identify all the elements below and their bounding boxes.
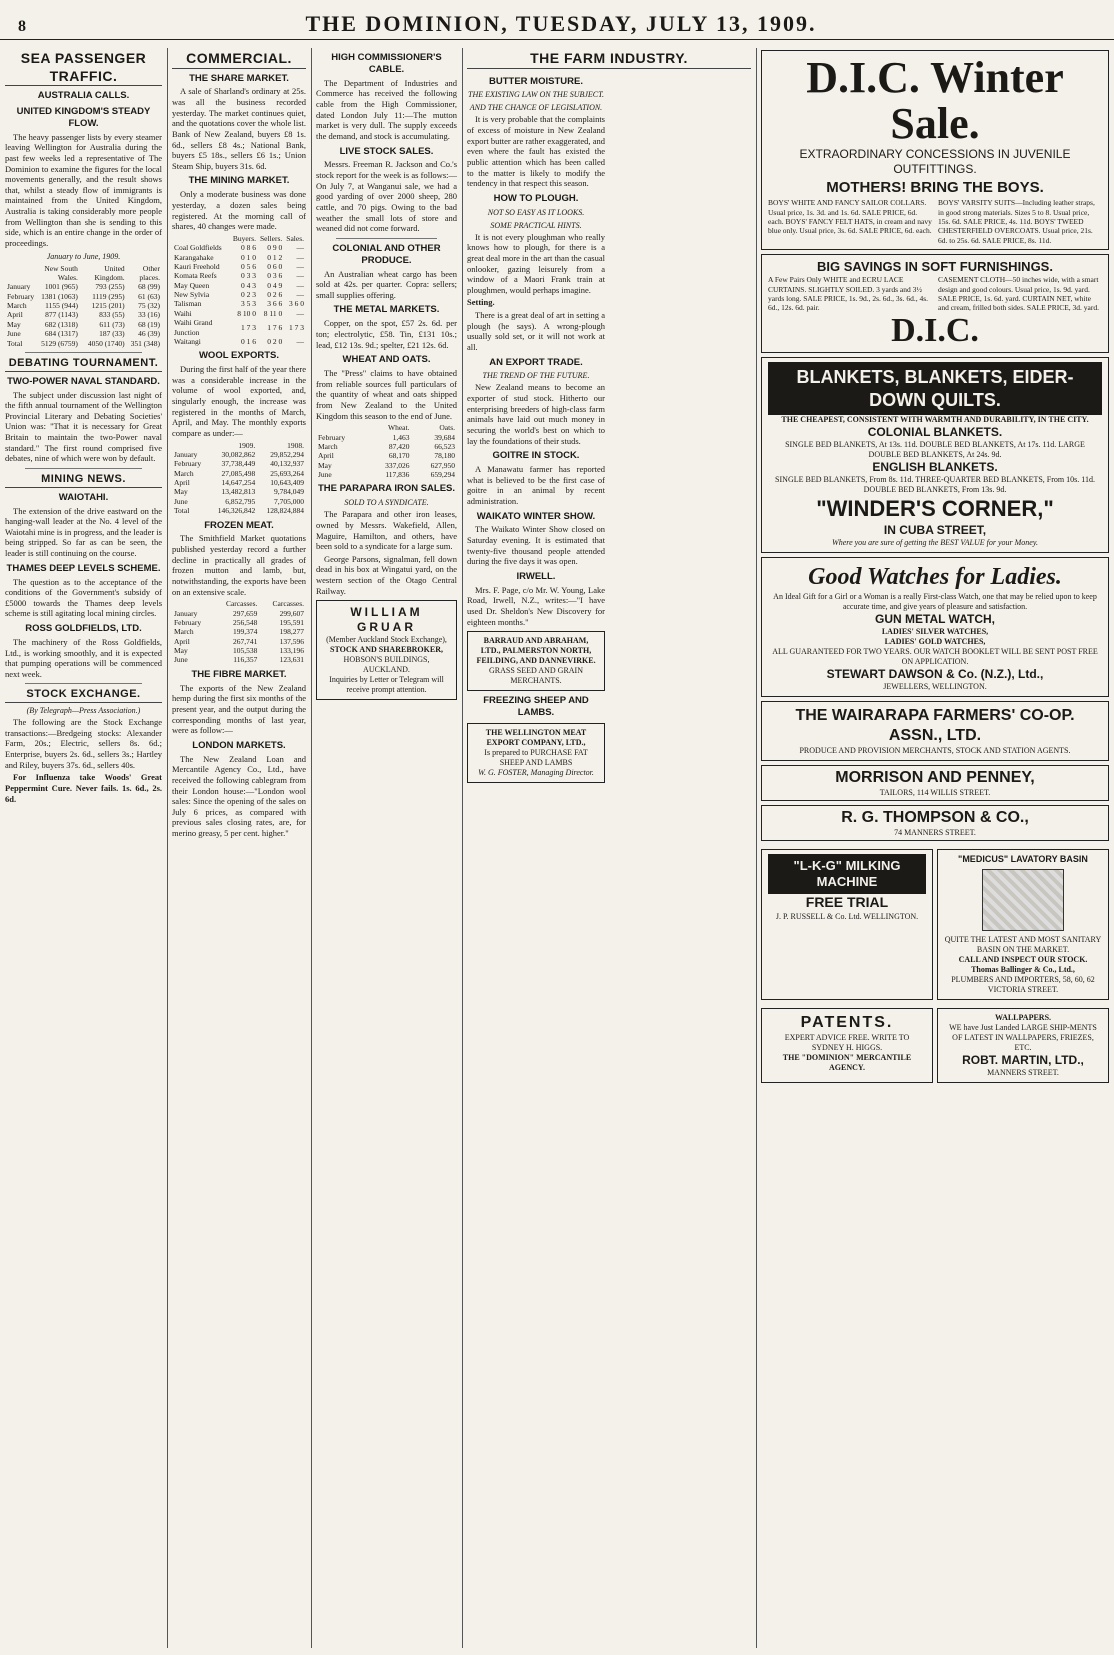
meat-export-advert: THE WELLINGTON MEAT EXPORT COMPANY, LTD., Is prepared to PURCHASE FAT SHEEP AND LAMBS W. G. FOSTER, Managing Director. [467, 723, 605, 783]
subheading: UNITED KINGDOM'S STEADY FLOW. [16, 105, 151, 129]
table-row: June 116,357 123,631 [174, 655, 304, 665]
subheading: ROSS GOLDFIELDS, LTD. [25, 623, 142, 634]
table-row: Coal Goldfields 0 8 6 0 9 0 — [174, 243, 304, 253]
page-number: 8 [18, 18, 26, 35]
bottom-advert-row-2 [761, 1004, 1109, 1087]
table-row: May Queen 0 4 3 0 4 9 — [174, 280, 304, 290]
table-row: Waihi 8 10 0 8 11 0 — [174, 308, 304, 318]
article-paragraph: The following are the Stock Exchange transactions:—Bredgeing stocks: Alexander Farm, 20s.; Electric, sellers 8s. 6d.; Enterprise, buyers 2s. 6d., sellers 3s.; Hartley and Riley, buyers 37s. 6d., sellers 40s. [5, 717, 162, 770]
subheading: NOT SO EASY AS IT LOOKS. [487, 207, 585, 217]
frozen-table: Carcasses. Carcasses. January 297,659 299,607 February 256,548 195,591 March 199,374 198,277 April 267,741 137,596 May 105,538 133,196 June 116,357 123,631 [174, 599, 304, 665]
subheading: BUTTER MOISTURE. [489, 75, 583, 87]
article-paragraph: The Smithfield Market quotations published yesterday record a further decline in practically all grades of frozen mutton and lamb, but, notwithstanding, the exports have been on an extensive scale. [172, 533, 306, 597]
table-row: April 68,170 78,180 [318, 451, 455, 461]
column-passenger-traffic [0, 48, 167, 1648]
subheading: AND THE CHANCE OF LEGISLATION. [469, 103, 603, 113]
advert-line: For Influenza take Woods' Great Peppermint Cure. Never fails. 1s. 6d., 2s. 6d. [5, 772, 162, 804]
masthead [0, 0, 1114, 40]
subheading: WAIKATO WINTER SHOW. [476, 510, 596, 522]
subheading: SOLD TO A SYNDICATE. [344, 498, 429, 508]
section-heading: STOCK EXCHANGE. [5, 688, 162, 703]
table-row: May 337,026 627,950 [318, 460, 455, 470]
article-paragraph: Mrs. F. Page, c/o Mr. W. Young, Lake Road, Irwell, N.Z., writes:—"I have used Dr. Sheldon's New Discovery for eighteen months." [467, 584, 605, 627]
table-row: Komata Reefs 0 3 3 0 3 6 — [174, 271, 304, 281]
table-row: February 1381 (1063) 1119 (295) 61 (63) [7, 291, 160, 301]
article-paragraph: Copper, on the spot, £57 2s. 6d. per ton; electrolytic, £58. Tin, £131 10s.; lead, £12 13s. 9d.; spelter, £21 12s. 6d. [316, 318, 457, 350]
article-paragraph: The question as to the acceptance of the conditions of the Government's subsidy of £5000 towards the Thames deep levels scheme is still agitating local mining circles. [5, 576, 162, 619]
table-row: Talisman 3 5 3 3 6 6 3 6 0 [174, 299, 304, 309]
subheading: WAIOTAHI. [58, 491, 109, 503]
article-paragraph: It is very probable that the complaints of excess of moisture in New Zealand export butter are rather exaggerated, and even where the fault has existed the public attention which has been called to the matter is likely to modify the tendency in that respect this season. [467, 114, 605, 189]
table-row: New Sylvia 0 2 3 0 2 6 — [174, 290, 304, 299]
column-farm-industry [462, 48, 756, 1648]
dic-winter-sale-advert: D.I.C. Winter Sale. EXTRAORDINARY CONCESSIONS IN JUVENILE OUTFITTINGS. MOTHERS! BRING THE BOYS. BOYS' WHITE AND FANCY SAILOR COLLARS. Usual price, 1s. 3d. and 1s. 6d. SALE PRICE, 6d. each. BOYS' FANCY FELT HATS, in cream and navy blue only. Usual price, 3s. 6d. SALE PRICE, 6d. each. BOYS' VARSITY SUITS—Including leather straps, in good strong materials. Sizes 5 to 8. Usual price, 15s. 6d. SALE PRICE, 4s. 11d. BOYS' TWEED CHESTERFIELD OVERCOATS. Usual price, 21s. 6d. to 25s. 6d. SALE PRICE, 8s. 11d. [761, 50, 1109, 250]
article-paragraph: The Waikato Winter Show closed on Saturday evening. It is estimated that twenty-five thousand people attended during the five days it was open. [467, 524, 605, 567]
dic-furnishings-advert: BIG SAVINGS IN SOFT FURNISHINGS. A Few Pairs Only WHITE and ECRU LACE CURTAINS. SLIGHTLY SOILED. 3 yards and 3½ yards long. SALE PRICE, 1s. 9d., 2s. 6d., 3s. 6d., 4s. 6d., 12s. 6d. pair. CASEMENT CLOTH—50 inches wide, with a smart design and good colours. Usual price, 1s. 9d. yard. SALE PRICE, 1s. 6d. yard. CURTAIN NET, white and cream, frilled both sides. SALE PRICE, 3d. yard. D.I.C. [761, 254, 1109, 353]
medicus-basin-advert: "MEDICUS" LAVATORY BASIN QUITE THE LATEST AND MOST SANITARY BASIN ON THE MARKET. CALL AND INSPECT OUR STOCK. Thomas Ballinger & Co., Ltd., PLUMBERS AND IMPORTERS, 58, 60, 62 VICTORIA STREET. [937, 849, 1109, 1000]
subheading: THE MINING MARKET. [188, 175, 290, 187]
article-paragraph: A Manawatu farmer has reported what is believed to be the first case of goitre in an animal by recent administration. [467, 464, 605, 506]
subheading: COLONIAL AND OTHER PRODUCE. [332, 242, 441, 266]
column-commercial [167, 48, 311, 1648]
wairarapa-farmers-advert: THE WAIRARAPA FARMERS' CO-OP. ASSN., LTD. PRODUCE AND PROVISION MERCHANTS, STOCK AND STATION AGENTS. [761, 701, 1109, 761]
subheading: FROZEN MEAT. [204, 519, 274, 531]
article-paragraph: The subject under discussion last night of the fifth annual tournament of the Wellington Provincial Literary and Debating Societies' Union was: "That it is necessary for Great Britain to maintain the two-Power naval standard." The first round comprised five debates, nine of which were won by default. [5, 389, 162, 464]
section-heading: MINING NEWS. [5, 473, 162, 488]
table-row: June 684 (1317) 187 (33) 46 (39) [7, 329, 160, 339]
subheading: THE PARAPARA IRON SALES. [317, 483, 456, 495]
good-watches-advert: Good Watches for Ladies. An Ideal Gift for a Girl or a Woman is a really First-class Watch, one that may be relied upon to keep accurate time, and give years of pleasure and satisfaction. GUN METAL WATCH, LADIES' SILVER WATCHES, LADIES' GOLD WATCHES, ALL GUARANTEED FOR TWO YEARS. OUR WATCH BOOKLET WILL BE SENT POST FREE ON APPLICATION. STEWART DAWSON & Co. (N.Z.), Ltd., JEWELLERS, WELLINGTON. [761, 557, 1109, 697]
table-row: May 13,482,813 9,784,049 [174, 487, 304, 497]
table-row: Total 146,326,842 128,824,884 [174, 506, 304, 516]
subheading: LONDON MARKETS. [192, 739, 286, 751]
section-heading: THE FARM INDUSTRY. [467, 50, 751, 69]
article-paragraph: New Zealand means to become an exporter of stud stock. Hitherto our enterprising breeders of high-class farm animals have laid out much money in securing the world's best on which to lay the foundations of their studs. [467, 382, 605, 446]
subheading: AUSTRALIA CALLS. [37, 90, 130, 101]
subheading: GOITRE IN STOCK. [492, 450, 580, 462]
subheading: FREEZING SHEEP AND LAMBS. [483, 695, 589, 719]
subheading: HOW TO PLOUGH. [493, 192, 579, 204]
subheading: SOME PRACTICAL HINTS. [490, 220, 582, 230]
section-heading: SEA PASSENGER TRAFFIC. [5, 50, 162, 86]
subheading: THE SHARE MARKET. [189, 72, 289, 84]
table-caption: January to June, 1909. [46, 251, 121, 261]
table-row: February 37,738,449 40,132,937 [174, 459, 304, 469]
article-paragraph: The extension of the drive eastward on the hanging-wall leader at the No. 4 level of the Waiotahi mine is in progress, and the leader is being stripped. So far as can be seen, the leader is still continuing on the course. [5, 505, 162, 558]
article-paragraph: The heavy passenger lists by every steamer leaving Wellington for Australia during the past few weeks led a representative of The Dominion to examine the figures for the local movements generally, and the result shows that, whilst a steady flow of immigrants is maintained from the United Kingdom, Australia is taking considerably more people from Wellington than she is sending to this side, which is an entire change in the order of proceedings. [5, 131, 162, 248]
table-row: March 87,420 66,523 [318, 441, 455, 451]
rg-thompson-advert: R. G. THOMPSON & CO., 74 MANNERS STREET. [761, 805, 1109, 841]
table-row: March 1155 (944) 1215 (201) 75 (32) [7, 301, 160, 310]
article-paragraph: The New Zealand Loan and Mercantile Agency Co., Ltd., have received the following cablegram from their London house:—"London wool sales: Since the opening of the sales on July 6 prices, as compared with previous sales closing rates, are, for merino greasy, 5 per cent. higher." [172, 753, 306, 838]
subheading: THAMES DEEP LEVELS SCHEME. [6, 562, 161, 574]
subheading: IRWELL. [516, 570, 556, 582]
article-paragraph: During the first half of the year there was a considerable increase in the volume of wool exported, and, singularly enough, the increase was registered in the months of March, April, and May. The monthly exports compare as under:— [172, 364, 306, 438]
article-paragraph: The machinery of the Ross Goldfields, Ltd., is working smoothly, and it is expected that pumping operations will be commenced next week. [5, 636, 162, 679]
article-subhead: Setting. [467, 297, 495, 308]
column-markets [311, 48, 462, 1648]
table-row: January 297,659 299,607 [174, 608, 304, 618]
subheading: WHEAT AND OATS. [342, 354, 431, 366]
table-row: Total 5129 (6759) 4050 (1740) 351 (348) [7, 338, 160, 348]
subheading: THE METAL MARKETS. [333, 304, 440, 316]
table-row: Waihi Grand Junction 1 7 3 1 7 6 1 7 3 [174, 318, 304, 337]
table-row: May 682 (1318) 611 (73) 68 (19) [7, 319, 160, 329]
table-row: March 199,374 198,277 [174, 627, 304, 637]
article-paragraph: The Department of Industries and Commerce has received the following cable from the High Commissioner, dated London July 11:—The mutton market is very dull. The supply exceeds the demand, and stock is accumulating. [316, 77, 457, 141]
subheading: WOOL EXPORTS. [198, 350, 280, 362]
table-row: Karangahake 0 1 0 0 1 2 — [174, 252, 304, 262]
table-row: Waitangi 0 1 6 0 2 0 — [174, 336, 304, 346]
table-row: June 117,836 659,294 [318, 470, 455, 479]
wheat-table: Wheat. Oats. February 1,463 39,684 March 87,420 66,523 April 68,170 78,180 May 337,026 627,950 June 117,836 659,294 [318, 423, 455, 479]
wallpapers-advert: WALLPAPERS. WE have Just Landed LARGE SHIP-MENTS OF LATEST IN WALLPAPERS, FRIEZES, ETC. ROBT. MARTIN, LTD., MANNERS STREET. [937, 1008, 1109, 1083]
article-paragraph: Messrs. Freeman R. Jackson and Co.'s stock report for the week is as follows:—On July 7, at Wanganui sale, we had a good yarding of over 2000 sheep, 280 cattle, and 70 pigs. Owing to the bad weather the small lots of store and weaned did not come forward. [316, 159, 457, 234]
section-heading: COMMERCIAL. [172, 50, 306, 69]
passenger-table: New South Wales. United Kingdom. Other places. January 1001 (965) 793 (255) 68 (99) February 1381 (1063) 1119 (295) 61 (63) March 1155 (944) 1215 (201) 75 (32) April 877 (1143) 833 (55) 33 (16) May 682 (1318) 611 (73) 68 (19) June 684 (1317) 187 (33) 46 (39) Total 5129 (6759) 4050 (1740) 351 (348) [7, 263, 160, 348]
table-row: May 105,538 133,196 [174, 646, 304, 655]
subheading: LIVE STOCK SALES. [339, 145, 434, 157]
subheading: THE FIBRE MARKET. [191, 668, 287, 680]
mining-table: Buyers. Sellers. Sales. Coal Goldfields 0 8 6 0 9 0 — Karangahake 0 1 0 0 1 2 — Kauri Freehold 0 5 6 0 6 0 — Komata Reefs 0 3 3 0 3 6 — May Queen 0 4 3 0 4 9 — New Sylvia 0 2 3 0 2 6 — Talisman 3 5 3 3 6 6 3 6 0 Waihi 8 10 0 8 11 0 — Waihi Grand Junction 1 7 3 1 7 6 1 7 3 Waitangi 0 1 6 0 2 0 — [174, 233, 304, 346]
basin-illustration [982, 869, 1064, 931]
column-advertisements [756, 48, 1114, 1648]
table-row: April 877 (1143) 833 (55) 33 (16) [7, 310, 160, 320]
table-row: February 256,548 195,591 [174, 617, 304, 627]
section-heading: DEBATING TOURNAMENT. [5, 357, 162, 372]
subheading: AN EXPORT TRADE. [489, 356, 583, 368]
article-paragraph: The exports of the New Zealand hemp during the first six months of the present year, and the output during the corresponding months of last year, were as follow:— [172, 682, 306, 736]
table-row: January 1001 (965) 793 (255) 68 (99) [7, 282, 160, 292]
article-paragraph: The Parapara and other iron leases, owned by Messrs. Wakefield, Allen, Maguire, Hamilton, and others, have been sold to a syndicate for a large sum. [316, 509, 457, 552]
patents-advert: PATENTS. EXPERT ADVICE FREE. WRITE TO SYDNEY H. HIGGS. THE "DOMINION" MERCANTILE AGENCY. [761, 1008, 933, 1083]
byline: (By Telegraph—Press Association.) [26, 706, 141, 716]
article-paragraph: It is not every ploughman who really knows how to plough, for there is a great deal more in the art than the casual onlooker, gazing leisurely from a window of a Maori Frank train at ploughmen, would perhaps imagine. [467, 231, 605, 295]
subheading: THE TREND OF THE FUTURE. [482, 371, 590, 381]
article-paragraph: George Parsons, signalman, fell down dead in his box at Wingatui yard, on the western section of the Otago Central Railway. [316, 553, 457, 596]
article-paragraph: There is a great deal of art in setting a plough (he says). A wrong-plough usually sold set, or it will not work at all. [467, 310, 605, 352]
newspaper-title: THE DOMINION, TUESDAY, JULY 13, 1909. [305, 10, 817, 36]
bottom-advert-row [761, 845, 1109, 1004]
morrison-penney-advert: MORRISON AND PENNEY, TAILORS, 114 WILLIS STREET. [761, 765, 1109, 801]
article-paragraph: An Australian wheat cargo has been sold at 42s. per quarter. Copra: sellers; small supplies offering. [316, 268, 457, 300]
table-row: Kauri Freehold 0 5 6 0 6 0 — [174, 261, 304, 271]
table-row: January 30,082,862 29,852,294 [174, 449, 304, 459]
winders-corner-advert: BLANKETS, BLANKETS, EIDER-DOWN QUILTS. THE CHEAPEST, CONSISTENT WITH WARMTH AND DURABILITY, IN THE CITY. COLONIAL BLANKETS. SINGLE BED BLANKETS, At 13s. 11d. DOUBLE BED BLANKETS, At 17s. 11d. LARGE DOUBLE BED BLANKETS, At 24s. 9d. ENGLISH BLANKETS. SINGLE BED BLANKETS, From 8s. 11d. THREE-QUARTER BED BLANKETS, From 10s. 11d. DOUBLE BED BLANKETS, From 13s. 9d. "WINDER'S CORNER," IN CUBA STREET, Where you are sure of getting the BEST VALUE for your Money. [761, 357, 1109, 553]
article-paragraph: A sale of Sharland's ordinary at 25s. was all the business recorded yesterday. The market continues quiet, and the quotations cover the whole list. Bank of New Zealand, buyers £8 1s. 6d., sellers £8 4s.; National Bank, buyers £5 18s., sellers £6 1s.; Union Steam Ship, buyers 31s. 6d. [172, 86, 306, 171]
table-row: April 267,741 137,596 [174, 636, 304, 646]
wool-table: 1909. 1908. January 30,082,862 29,852,294 February 37,738,449 40,132,937 March 27,085,498 25,693,264 April 14,647,254 10,643,409 May 13,482,813 9,784,049 June 6,852,795 7,705,000 Total 146,326,842 128,824,884 [174, 440, 304, 516]
article-paragraph: The "Press" claims to have obtained from reliable sources full particulars of the quantity of wheat and oats shipped from New Zealand to the United Kingdom this season to the end of June. [316, 368, 457, 421]
subheading: TWO-POWER NAVAL STANDARD. [7, 375, 160, 387]
table-row: March 27,085,498 25,693,264 [174, 468, 304, 478]
barraud-advert: BARRAUD AND ABRAHAM, LTD., PALMERSTON NORTH, FEILDING, AND DANNEVIRKE. GRASS SEED AND GRAIN MERCHANTS. [467, 631, 605, 691]
table-row: February 1,463 39,684 [318, 432, 455, 442]
subheading: THE EXISTING LAW ON THE SUBJECT. [468, 90, 604, 100]
subheading: HIGH COMMISSIONER'S CABLE. [331, 52, 442, 75]
table-row: April 14,647,254 10,643,409 [174, 478, 304, 487]
article-paragraph: Only a moderate business was done yesterday, a dozen sales being registered. At the morning call of shares, 40 changes were made. [172, 189, 306, 232]
table-row: June 6,852,795 7,705,000 [174, 496, 304, 506]
gruar-advert: WILLIAM GRUAR (Member Auckland Stock Exchange), STOCK AND SHAREBROKER, HOBSON'S BUILDINGS, AUCKLAND. Inquiries by Letter or Telegram will receive prompt attention. [316, 600, 457, 700]
lkg-milking-advert: "L-K-G" MILKING MACHINE FREE TRIAL J. P. RUSSELL & Co. Ltd. WELLINGTON. [761, 849, 933, 1000]
